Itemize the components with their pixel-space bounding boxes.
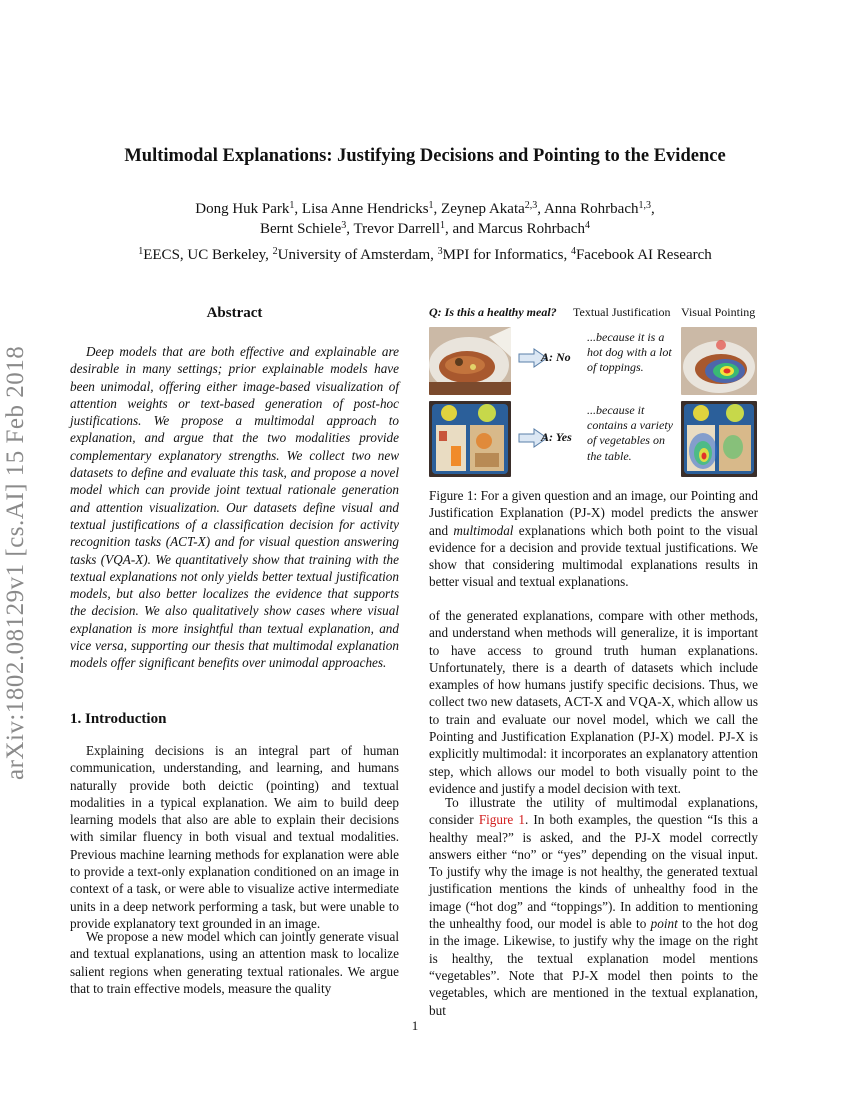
- introduction-paragraph-2: We propose a new model which can jointly generate visual and textual explanations, using an attention mask to localize salient regions when generating textual rationales. We argue that to train effective models, measure the quality: [70, 929, 399, 996]
- paragraph-emphasis: point: [650, 916, 678, 932]
- author-name: , Anna Rohrbach: [537, 201, 639, 217]
- author-name: , and Marcus Rohrbach: [445, 221, 585, 237]
- abstract-body: Deep models that are both effective and explainable are desirable in many settings; prior explainable models have been unimodal, offering either image-based visualization of attention weights or text-based generation of post-hoc justifications. We propose a multimodal approach to explanation, and argue that the two modalities provide complementary explanatory strengths. We collect two new datasets to define and evaluate this task, and propose a novel model which can provide joint textual rationale generation and attention visualization. Our datasets define visual and textual justifications of a classification decision for activity recognition tasks (ACT-X) and for visual question answering tasks (VQA-X). We quantitatively show that training with the textual explanations not only yields better textual justification models, but also better localizes the evidence that supports the decision. We also qualitatively show cases where visual explanation is more insightful than textual explanation, and vice versa, supporting our thesis that multimodal explanation models offer significant benefits over unimodal approaches.: [70, 344, 399, 671]
- right-column-paragraph-1: of the generated explanations, compare with other methods, and understand when methods will generalize, it is important to have access to ground truth human explanations. Unfortunately, there is a dearth of datasets which include examples of how humans justify specific decisions. Thus, we collect two new datasets, ACT-X and VQA-X, which allow us to train and evaluate our novel model, which we call the Pointing and Justification Explanation (PJ-X) model. PJ-X is explicitly multimodal: it incorporates an explanatory attention step, which allows our model to both visually point to the evidence and justify a model decision with text.: [429, 608, 758, 796]
- author-affiliation-mark: 1: [440, 220, 445, 231]
- author-separator: ,: [651, 201, 655, 217]
- page-number: 1: [411, 1018, 419, 1033]
- affiliation-name: EECS, UC Berkeley,: [143, 247, 273, 263]
- affiliation-name: MPI for Informatics,: [442, 247, 571, 263]
- paragraph-text: . In both examples, the question “Is this a healthy meal?” is asked, and the PJ-X model correctly answers either “no” or “yes” depending on the visual input. To justify why the image is not healthy, the generated textual justification mentions the kinds of unhealthy food in the image (“hot dog” and “toppings”). In addition to mentioning the unhealthy food, our model is able to: [429, 812, 758, 932]
- figure-answer-yes: A: Yes: [541, 430, 572, 444]
- figure-justification-hotdog: ...because it is a hot dog with a lot of toppings.: [587, 330, 672, 375]
- author-name: , Lisa Anne Hendricks: [294, 201, 429, 217]
- affiliation-number: 3: [437, 246, 443, 257]
- paper-title: Multimodal Explanations: Justifying Decisions and Pointing to the Evidence: [124, 146, 726, 166]
- author-list-line-2: [60, 221, 790, 238]
- figure-column-visual-pointing: Visual Pointing: [681, 305, 756, 319]
- affiliations: [60, 247, 790, 264]
- hotdog-meal-image: [429, 327, 511, 395]
- author-name: , Zeynep Akata: [433, 201, 525, 217]
- paragraph-text: To illustrate the utility of multimodal explanations, consider: [429, 795, 758, 828]
- affiliation-number: 1: [138, 246, 144, 257]
- figure-caption-text: Figure 1: For a given question and an image, our Pointing and Justification Explanation (PJ-X) model predicts the answer and: [429, 488, 758, 538]
- lunchbox-meal-image: [429, 401, 511, 477]
- figure-caption-emphasis: multimodal: [453, 522, 514, 538]
- figure-caption: [429, 487, 758, 591]
- author-affiliation-mark: 2,3: [524, 200, 538, 211]
- figure-1-reference-link[interactable]: Figure 1: [478, 812, 525, 828]
- paragraph-text: to the hot dog in the image. Likewise, to justify why the image on the right is healthy, the textual explanation model mentions “vegetables”. Note that PJ-X model then points to the vegetables, which are mentioned in the textual explanation, but: [429, 916, 758, 1018]
- affiliation-name: University of Amsterdam,: [277, 247, 438, 263]
- hotdog-attention-heatmap-image: [681, 327, 757, 395]
- introduction-paragraph-1: Explaining decisions is an integral part of human communication, understanding, and learning, and humans naturally provide both deictic (pointing) and textual modalities in a typical explanation. We aim to build deep learning models that also are able to explain their decisions with similar fluency in both visual and textual modalities. Previous machine learning methods for explanation were able to provide a text-only explanation conditioned on an image in context of a task, or were able to visualize active intermediate units in a deep network performing a task, but were unable to provide explanatory text grounded in an image.: [70, 743, 399, 931]
- affiliation-number: 2: [272, 246, 278, 257]
- lunchbox-attention-heatmap-image: [681, 401, 757, 477]
- author-affiliation-mark: 1: [289, 200, 295, 211]
- author-affiliation-mark: 3: [341, 220, 347, 231]
- figure-justification-lunchbox: ...because it contains a variety of vegetables on the table.: [587, 403, 673, 463]
- author-name: , Trevor Darrell: [346, 221, 440, 237]
- author-name: Dong Huk Park: [195, 201, 290, 217]
- affiliation-number: 4: [570, 246, 576, 257]
- author-list-line-1: [60, 201, 790, 218]
- figure-caption-text: explanations which both point to the visual evidence for a decision and provide textual justifications. We show that considering multimodal explanations results in better visual and textual explanations.: [429, 522, 758, 590]
- figure-question: Q: Is this a healthy meal?: [429, 305, 557, 319]
- affiliation-name: Facebook AI Research: [575, 247, 712, 263]
- author-affiliation-mark: 1: [428, 200, 434, 211]
- figure-column-textual-justification: Textual Justification: [573, 305, 671, 319]
- author-affiliation-mark: 4: [584, 220, 590, 231]
- section-heading-introduction: 1. Introduction: [70, 711, 167, 727]
- figure-answer-no: A: No: [541, 350, 571, 364]
- abstract-heading: Abstract: [206, 305, 263, 321]
- right-column-paragraph-2: [429, 794, 758, 1019]
- author-name: Bernt Schiele: [260, 221, 342, 237]
- arxiv-stamp: arXiv:1802.08129v1 [cs.AI] 15 Feb 2018: [2, 345, 29, 780]
- author-affiliation-mark: 1,3: [638, 200, 651, 211]
